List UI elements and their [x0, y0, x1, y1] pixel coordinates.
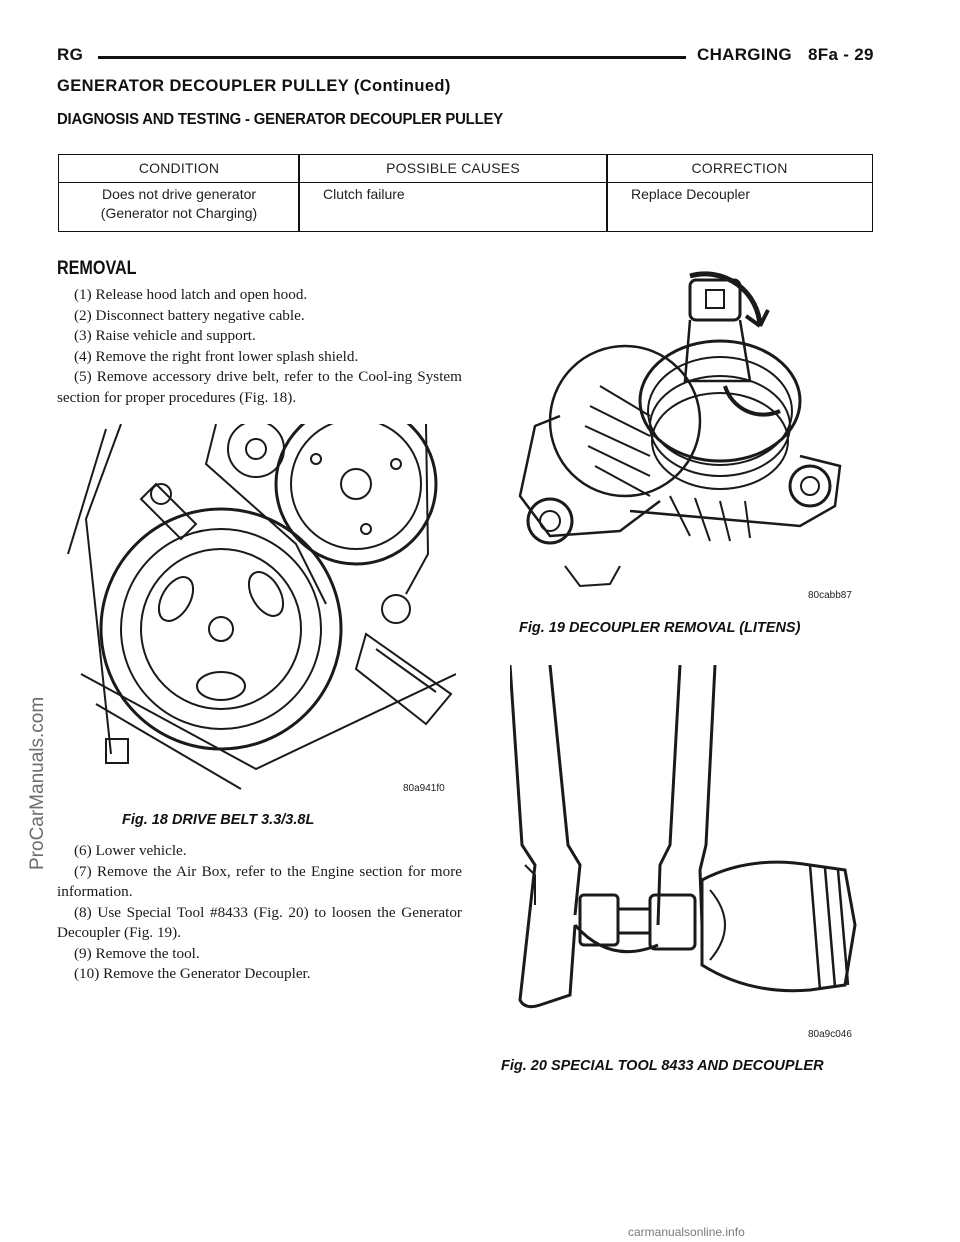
removal-step: (10) Remove the Generator Decoupler. [74, 965, 311, 982]
removal-step: (2) Disconnect battery negative cable. [74, 306, 305, 324]
removal-step: (1) Release hood latch and open hood. [74, 286, 308, 303]
figure-19-code: 80cabb87 [808, 590, 852, 601]
removal-step: (9) Remove the tool. [74, 944, 200, 962]
figure-19-caption: Fig. 19 DECOUPLER REMOVAL (LITENS) [519, 620, 801, 636]
cell-correction: Replace Decoupler [631, 186, 751, 202]
diagnosis-title: DIAGNOSIS AND TESTING - GENERATOR DECOUPLER PULLEY [57, 111, 503, 128]
header-page-number: 8Fa - 29 [808, 45, 874, 64]
removal-step: (7) Remove the Air Box, refer to the Engine section for more information. [57, 862, 462, 900]
diagnosis-table [58, 154, 873, 232]
removal-step: (5) Remove accessory drive belt, refer to the Cool-ing System section for proper procedures (Fig. 18). [57, 368, 462, 406]
table-divider [298, 155, 300, 231]
figure-18-drive-belt-illustration [66, 424, 456, 794]
header-section-title: CHARGING [697, 45, 792, 64]
table-header-row [59, 155, 872, 183]
removal-step: (4) Remove the right front lower splash shield. [74, 347, 359, 365]
cell-condition [59, 182, 299, 223]
removal-title: REMOVAL [57, 258, 137, 279]
figure-19-decoupler-removal-illustration [510, 266, 855, 601]
column-header-condition: CONDITION [138, 160, 220, 176]
column-header-possible-causes: POSSIBLE CAUSES [386, 160, 520, 176]
removal-step: (6) Lower vehicle. [74, 842, 187, 859]
removal-step: (8) Use Special Tool #8433 (Fig. 20) to loosen the Generator Decoupler (Fig. 19). [57, 903, 462, 941]
cell-possible-cause: Clutch failure [323, 186, 405, 202]
figure-18-caption: Fig. 18 DRIVE BELT 3.3/3.8L [122, 812, 315, 828]
column-header-correction: CORRECTION [691, 160, 788, 176]
figure-18-code: 80a941f0 [403, 783, 445, 794]
table-row [59, 182, 872, 231]
removal-steps-part2 [57, 841, 462, 985]
bottom-watermark: carmanualsonline.info [628, 1225, 745, 1239]
header-left-code: RG [57, 45, 84, 64]
removal-steps-part1 [57, 285, 462, 408]
condition-line-1: Does not drive generator [101, 186, 257, 202]
table-divider [606, 155, 608, 231]
removal-step: (3) Raise vehicle and support. [74, 327, 256, 344]
condition-line-2: (Generator not Charging) [100, 205, 258, 221]
figure-20-special-tool-illustration [510, 665, 865, 1030]
figure-20-code: 80a9c046 [808, 1029, 852, 1040]
continued-section-title: GENERATOR DECOUPLER PULLEY (Continued) [57, 77, 451, 95]
figure-20-caption: Fig. 20 SPECIAL TOOL 8433 AND DECOUPLER [501, 1058, 824, 1074]
header-rule [98, 56, 686, 59]
